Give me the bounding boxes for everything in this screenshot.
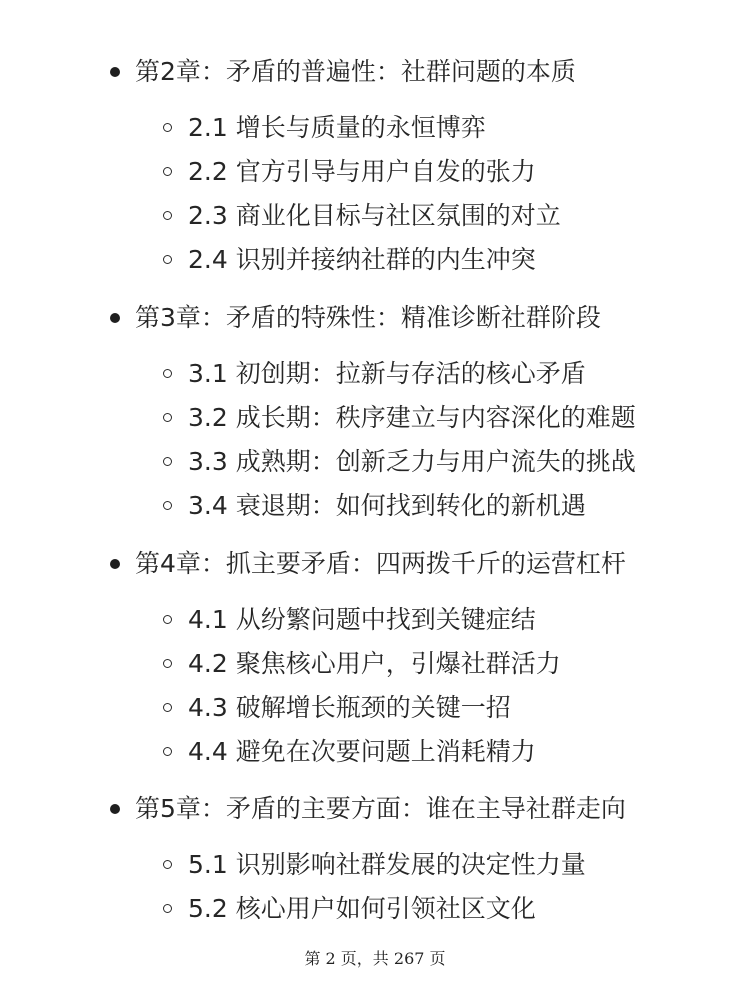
section-title: 2.2 官方引导与用户自发的张力	[188, 157, 536, 186]
chapter-block	[0, 544, 750, 766]
page-number: 第 2 页，共 267 页	[304, 949, 446, 968]
section-title: 4.2 聚焦核心用户，引爆社群活力	[188, 649, 561, 678]
list-item	[0, 891, 750, 927]
list-item	[0, 242, 750, 278]
list-item	[0, 734, 750, 770]
section-title: 5.2 核心用户如何引领社区文化	[188, 894, 536, 923]
chapter-block	[0, 789, 750, 923]
filled-bullet-icon	[110, 313, 120, 323]
list-item	[0, 488, 750, 524]
list-item	[0, 690, 750, 726]
chapter-heading	[0, 52, 750, 92]
chapter-title: 第2章：矛盾的普遍性：社群问题的本质	[135, 57, 576, 86]
filled-bullet-icon	[110, 559, 120, 569]
hollow-bullet-icon	[163, 369, 172, 378]
list-item	[0, 154, 750, 190]
hollow-bullet-icon	[163, 860, 172, 869]
hollow-bullet-icon	[163, 615, 172, 624]
hollow-bullet-icon	[163, 659, 172, 668]
hollow-bullet-icon	[163, 501, 172, 510]
hollow-bullet-icon	[163, 747, 172, 756]
filled-bullet-icon	[110, 804, 120, 814]
hollow-bullet-icon	[163, 211, 172, 220]
list-item	[0, 847, 750, 883]
chapter-heading	[0, 298, 750, 338]
section-title: 4.4 避免在次要问题上消耗精力	[188, 737, 536, 766]
section-title: 4.1 从纷繁问题中找到关键症结	[188, 605, 536, 634]
filled-bullet-icon	[110, 67, 120, 77]
hollow-bullet-icon	[163, 904, 172, 913]
hollow-bullet-icon	[163, 703, 172, 712]
section-title: 3.3 成熟期：创新乏力与用户流失的挑战	[188, 447, 636, 476]
hollow-bullet-icon	[163, 123, 172, 132]
hollow-bullet-icon	[163, 167, 172, 176]
list-item	[0, 356, 750, 392]
list-item	[0, 400, 750, 436]
section-title: 3.2 成长期：秩序建立与内容深化的难题	[188, 403, 636, 432]
section-title: 2.4 识别并接纳社群的内生冲突	[188, 245, 536, 274]
section-title: 5.1 识别影响社群发展的决定性力量	[188, 850, 586, 879]
section-title: 4.3 破解增长瓶颈的关键一招	[188, 693, 511, 722]
list-item	[0, 110, 750, 146]
section-title: 3.4 衰退期：如何找到转化的新机遇	[188, 491, 586, 520]
chapter-title: 第4章：抓主要矛盾：四两拨千斤的运营杠杆	[135, 549, 626, 578]
chapter-title: 第5章：矛盾的主要方面：谁在主导社群走向	[135, 794, 626, 823]
chapter-heading	[0, 544, 750, 584]
section-title: 3.1 初创期：拉新与存活的核心矛盾	[188, 359, 586, 388]
chapter-heading	[0, 789, 750, 829]
section-title: 2.1 增长与质量的永恒博弈	[188, 113, 486, 142]
chapter-title: 第3章：矛盾的特殊性：精准诊断社群阶段	[135, 303, 601, 332]
chapter-block	[0, 52, 750, 274]
hollow-bullet-icon	[163, 457, 172, 466]
hollow-bullet-icon	[163, 255, 172, 264]
hollow-bullet-icon	[163, 413, 172, 422]
list-item	[0, 646, 750, 682]
list-item	[0, 198, 750, 234]
list-item	[0, 444, 750, 480]
section-title: 2.3 商业化目标与社区氛围的对立	[188, 201, 561, 230]
list-item	[0, 602, 750, 638]
chapter-block	[0, 298, 750, 520]
